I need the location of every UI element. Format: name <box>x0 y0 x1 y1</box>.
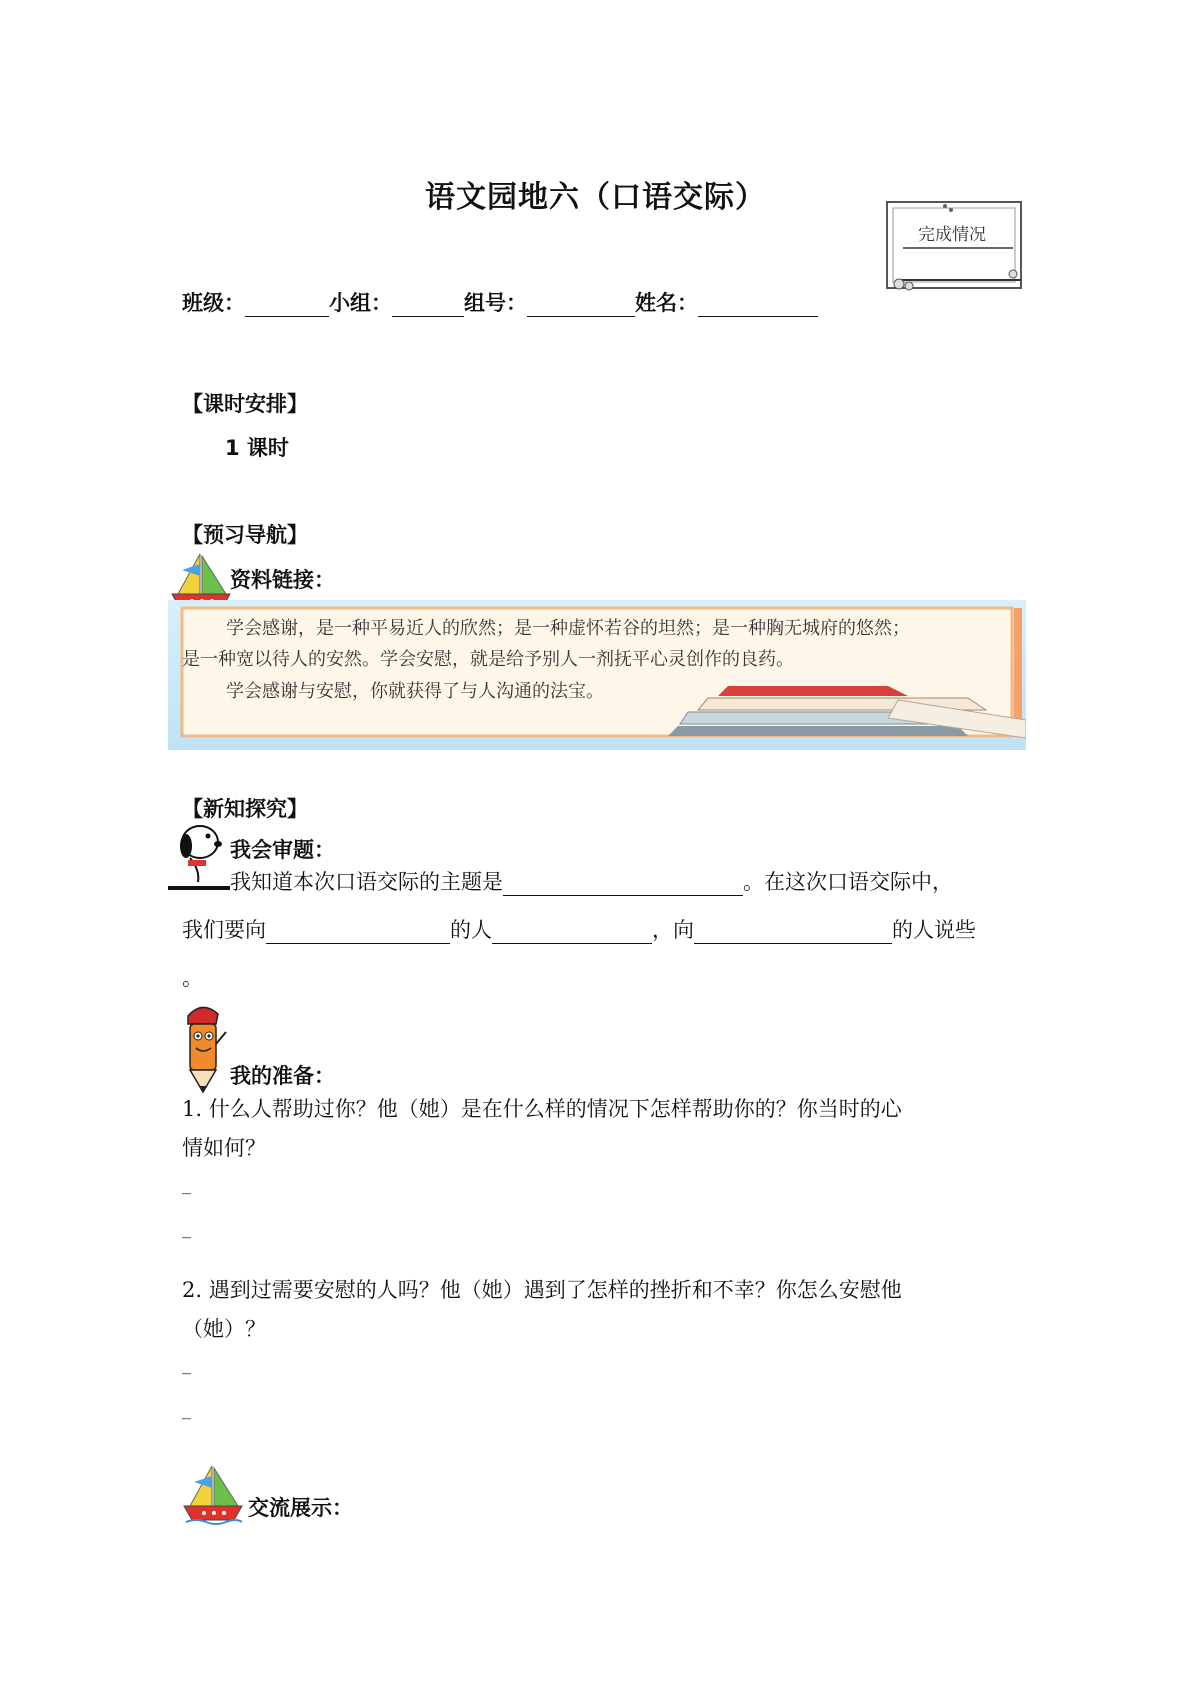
group-field[interactable] <box>392 292 464 317</box>
question2-line1: 2. 遇到过需要安慰的人吗？他（她）遇到了怎样的挫折和不幸？你怎么安慰他 <box>182 1278 902 1302</box>
name-label: 姓名： <box>635 291 698 315</box>
task1-text-f: 的人说些 <box>892 918 976 942</box>
task1-line3: 。 <box>182 966 203 990</box>
task1-text-d: 的人 <box>450 918 492 942</box>
resource-paragraph1-line1: 学会感谢，是一种平易近人的欣然；是一种虚怀若谷的坦然；是一种胸无城府的悠然； <box>226 618 910 639</box>
class-field[interactable] <box>245 292 329 317</box>
answer-line-3[interactable]: _ <box>182 1354 191 1375</box>
task1-text-c: 我们要向 <box>182 918 266 942</box>
task1-text-e: ，向 <box>652 918 694 942</box>
preview-heading: 【预习导航】 <box>182 523 308 547</box>
explore-heading: 【新知探究】 <box>182 797 308 821</box>
schedule-value: 1 课时 <box>225 436 289 460</box>
task2-heading: 我的准备： <box>230 1064 335 1088</box>
question1-line1: 1. 什么人帮助过你？他（她）是在什么样的情况下怎样帮助你的？你当时的心 <box>182 1097 902 1121</box>
number-label: 组号： <box>464 291 527 315</box>
person-blank-2[interactable] <box>694 919 892 944</box>
task1-line2 <box>182 914 976 944</box>
number-field[interactable] <box>527 292 635 317</box>
task1-heading: 我会审题： <box>230 838 335 862</box>
answer-line-2[interactable]: _ <box>182 1218 191 1239</box>
question1-line2: 情如何？ <box>182 1136 266 1160</box>
name-field[interactable] <box>698 292 818 317</box>
answer-line-4[interactable]: _ <box>182 1399 191 1420</box>
page-title: 语文园地六（口语交际） <box>425 180 766 215</box>
schedule-heading: 【课时安排】 <box>182 392 308 416</box>
theme-blank[interactable] <box>503 871 743 896</box>
task3-heading: 交流展示： <box>248 1496 353 1520</box>
task1-text-b: 。在这次口语交际中， <box>743 870 953 894</box>
resource-link-heading: 资料链接： <box>230 568 335 592</box>
person-blank-1[interactable] <box>266 919 450 944</box>
snoopy-icon <box>168 820 230 890</box>
student-info-row <box>182 287 818 317</box>
sailboat-icon-2 <box>182 1462 244 1526</box>
action-blank[interactable] <box>492 919 652 944</box>
resource-paragraph1-line2: 是一种宽以待人的安然。学会安慰，就是给予别人一剂抚平心灵创作的良药。 <box>182 649 794 670</box>
completion-badge-label: 完成情况 <box>918 225 986 245</box>
resource-paragraph2: 学会感谢与安慰，你就获得了与人沟通的法宝。 <box>226 681 604 702</box>
pencil-character-icon <box>178 1002 230 1094</box>
question2-line2: （她）？ <box>182 1317 266 1341</box>
group-label: 小组： <box>329 291 392 315</box>
task1-line1 <box>230 866 953 896</box>
completion-badge <box>885 200 1025 294</box>
class-label: 班级： <box>182 291 245 315</box>
answer-line-1[interactable]: _ <box>182 1174 191 1195</box>
task1-text-a: 我知道本次口语交际的主题是 <box>230 870 503 894</box>
